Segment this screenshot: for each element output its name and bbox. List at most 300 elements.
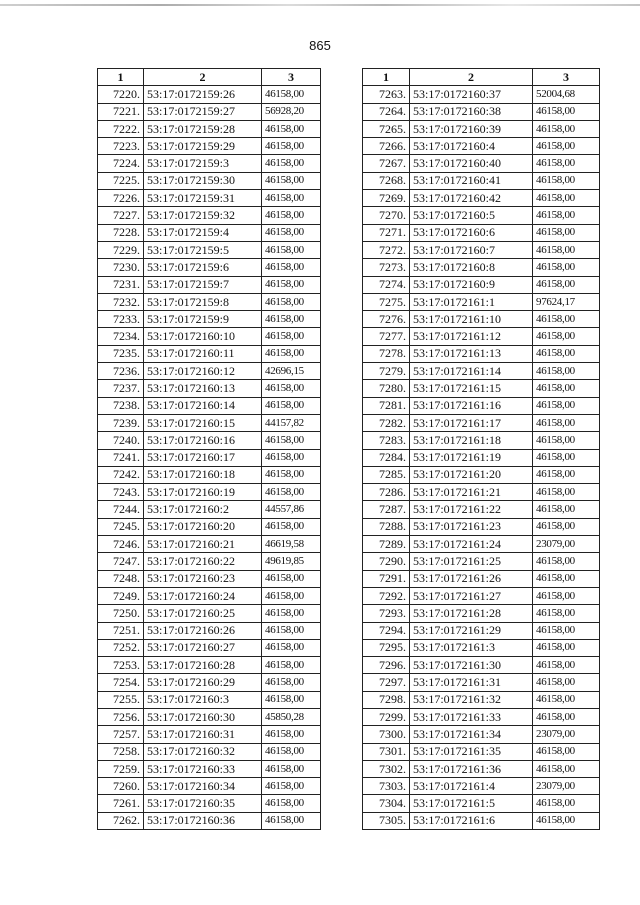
table-row bbox=[98, 432, 321, 449]
table-row bbox=[98, 518, 321, 535]
value-cell: 46158,00 bbox=[262, 760, 321, 777]
cadastral-number: 53:17:0172161:22 bbox=[410, 501, 533, 518]
cadastral-number: 53:17:0172160:17 bbox=[144, 449, 262, 466]
cadastral-number: 53:17:0172160:10 bbox=[144, 328, 262, 345]
column-header-number: 1 bbox=[363, 69, 410, 86]
table-row bbox=[363, 120, 600, 137]
cadastral-number: 53:17:0172160:37 bbox=[410, 86, 533, 103]
value-cell: 46158,00 bbox=[262, 639, 321, 656]
row-number: 7277. bbox=[363, 328, 410, 345]
table-row bbox=[363, 138, 600, 155]
table-row bbox=[98, 224, 321, 241]
row-number: 7271. bbox=[363, 224, 410, 241]
table-row bbox=[98, 795, 321, 812]
cadastral-number: 53:17:0172161:32 bbox=[410, 691, 533, 708]
table-row bbox=[363, 743, 600, 760]
row-number: 7243. bbox=[98, 484, 144, 501]
row-number: 7292. bbox=[363, 587, 410, 604]
scan-top-edge bbox=[0, 4, 640, 6]
cadastral-number: 53:17:0172161:19 bbox=[410, 449, 533, 466]
row-number: 7291. bbox=[363, 570, 410, 587]
row-number: 7304. bbox=[363, 795, 410, 812]
value-cell: 52004,68 bbox=[533, 86, 600, 103]
table-row bbox=[98, 103, 321, 120]
row-number: 7273. bbox=[363, 259, 410, 276]
value-cell: 46158,00 bbox=[262, 605, 321, 622]
cadastral-number: 53:17:0172161:21 bbox=[410, 484, 533, 501]
row-number: 7268. bbox=[363, 172, 410, 189]
left-table bbox=[97, 68, 321, 830]
cadastral-number: 53:17:0172160:2 bbox=[144, 501, 262, 518]
row-number: 7260. bbox=[98, 778, 144, 795]
row-number: 7221. bbox=[98, 103, 144, 120]
value-cell: 46158,00 bbox=[262, 466, 321, 483]
row-number: 7272. bbox=[363, 241, 410, 258]
table-row bbox=[363, 726, 600, 743]
cadastral-number: 53:17:0172160:41 bbox=[410, 172, 533, 189]
cadastral-number: 53:17:0172160:14 bbox=[144, 397, 262, 414]
cadastral-number: 53:17:0172161:14 bbox=[410, 363, 533, 380]
row-number: 7258. bbox=[98, 743, 144, 760]
row-number: 7257. bbox=[98, 726, 144, 743]
cadastral-number: 53:17:0172161:34 bbox=[410, 726, 533, 743]
page-number: 865 bbox=[309, 38, 331, 53]
table-row bbox=[363, 536, 600, 553]
row-number: 7246. bbox=[98, 536, 144, 553]
cadastral-number: 53:17:0172160:21 bbox=[144, 536, 262, 553]
table-row bbox=[98, 570, 321, 587]
value-cell: 46158,00 bbox=[533, 380, 600, 397]
row-number: 7229. bbox=[98, 241, 144, 258]
row-number: 7223. bbox=[98, 138, 144, 155]
table-row bbox=[363, 760, 600, 777]
table-row bbox=[363, 328, 600, 345]
table-row bbox=[363, 812, 600, 829]
row-number: 7287. bbox=[363, 501, 410, 518]
table-row bbox=[98, 363, 321, 380]
row-number: 7225. bbox=[98, 172, 144, 189]
cadastral-number: 53:17:0172160:24 bbox=[144, 587, 262, 604]
row-number: 7245. bbox=[98, 518, 144, 535]
row-number: 7232. bbox=[98, 293, 144, 310]
value-cell: 44157,82 bbox=[262, 414, 321, 431]
table-row bbox=[363, 207, 600, 224]
row-number: 7231. bbox=[98, 276, 144, 293]
cadastral-number: 53:17:0172159:5 bbox=[144, 241, 262, 258]
value-cell: 56928,20 bbox=[262, 103, 321, 120]
table-row bbox=[363, 311, 600, 328]
table-row bbox=[98, 587, 321, 604]
row-number: 7278. bbox=[363, 345, 410, 362]
value-cell: 46158,00 bbox=[533, 414, 600, 431]
value-cell: 46158,00 bbox=[533, 190, 600, 207]
cadastral-number: 53:17:0172161:15 bbox=[410, 380, 533, 397]
row-number: 7255. bbox=[98, 691, 144, 708]
cadastral-number: 53:17:0172160:4 bbox=[410, 138, 533, 155]
cadastral-number: 53:17:0172160:26 bbox=[144, 622, 262, 639]
value-cell: 46158,00 bbox=[262, 743, 321, 760]
row-number: 7244. bbox=[98, 501, 144, 518]
value-cell: 44557,86 bbox=[262, 501, 321, 518]
value-cell: 46158,00 bbox=[533, 120, 600, 137]
cadastral-number: 53:17:0172160:15 bbox=[144, 414, 262, 431]
table-row bbox=[363, 224, 600, 241]
value-cell: 46158,00 bbox=[262, 328, 321, 345]
value-cell: 46158,00 bbox=[533, 657, 600, 674]
value-cell: 46158,00 bbox=[533, 276, 600, 293]
value-cell: 45850,28 bbox=[262, 708, 321, 725]
cadastral-number: 53:17:0172160:12 bbox=[144, 363, 262, 380]
value-cell: 46158,00 bbox=[533, 155, 600, 172]
row-number: 7230. bbox=[98, 259, 144, 276]
cadastral-number: 53:17:0172160:13 bbox=[144, 380, 262, 397]
cadastral-number: 53:17:0172161:28 bbox=[410, 605, 533, 622]
table-row bbox=[363, 795, 600, 812]
table-row bbox=[363, 276, 600, 293]
cadastral-number: 53:17:0172159:7 bbox=[144, 276, 262, 293]
table-row bbox=[98, 674, 321, 691]
cadastral-number: 53:17:0172160:31 bbox=[144, 726, 262, 743]
table-row bbox=[363, 190, 600, 207]
cadastral-number: 53:17:0172160:35 bbox=[144, 795, 262, 812]
cadastral-number: 53:17:0172161:17 bbox=[410, 414, 533, 431]
table-row bbox=[98, 293, 321, 310]
cadastral-number: 53:17:0172160:3 bbox=[144, 691, 262, 708]
cadastral-number: 53:17:0172160:40 bbox=[410, 155, 533, 172]
value-cell: 46158,00 bbox=[533, 397, 600, 414]
cadastral-number: 53:17:0172161:13 bbox=[410, 345, 533, 362]
value-cell: 46158,00 bbox=[533, 484, 600, 501]
table-row bbox=[98, 190, 321, 207]
row-number: 7253. bbox=[98, 657, 144, 674]
table-row bbox=[98, 155, 321, 172]
row-number: 7286. bbox=[363, 484, 410, 501]
cadastral-number: 53:17:0172161:29 bbox=[410, 622, 533, 639]
cadastral-number: 53:17:0172161:3 bbox=[410, 639, 533, 656]
row-number: 7259. bbox=[98, 760, 144, 777]
value-cell: 46158,00 bbox=[262, 259, 321, 276]
table-row bbox=[98, 380, 321, 397]
table-row bbox=[363, 622, 600, 639]
row-number: 7267. bbox=[363, 155, 410, 172]
value-cell: 46158,00 bbox=[262, 674, 321, 691]
value-cell: 23079,00 bbox=[533, 726, 600, 743]
value-cell: 46158,00 bbox=[533, 172, 600, 189]
row-number: 7222. bbox=[98, 120, 144, 137]
cadastral-number: 53:17:0172160:6 bbox=[410, 224, 533, 241]
value-cell: 46158,00 bbox=[262, 432, 321, 449]
cadastral-number: 53:17:0172159:3 bbox=[144, 155, 262, 172]
row-number: 7263. bbox=[363, 86, 410, 103]
value-cell: 46158,00 bbox=[533, 743, 600, 760]
row-number: 7295. bbox=[363, 639, 410, 656]
row-number: 7240. bbox=[98, 432, 144, 449]
cadastral-number: 53:17:0172161:27 bbox=[410, 587, 533, 604]
cadastral-number: 53:17:0172161:23 bbox=[410, 518, 533, 535]
right-table-body bbox=[363, 86, 600, 830]
row-number: 7279. bbox=[363, 363, 410, 380]
table-row bbox=[98, 812, 321, 829]
cadastral-number: 53:17:0172161:26 bbox=[410, 570, 533, 587]
row-number: 7299. bbox=[363, 708, 410, 725]
cadastral-number: 53:17:0172160:33 bbox=[144, 760, 262, 777]
row-number: 7301. bbox=[363, 743, 410, 760]
cadastral-number: 53:17:0172160:30 bbox=[144, 708, 262, 725]
row-number: 7256. bbox=[98, 708, 144, 725]
column-header-cadastral: 2 bbox=[410, 69, 533, 86]
cadastral-number: 53:17:0172160:19 bbox=[144, 484, 262, 501]
row-number: 7247. bbox=[98, 553, 144, 570]
table-row bbox=[98, 276, 321, 293]
cadastral-number: 53:17:0172159:28 bbox=[144, 120, 262, 137]
table-row bbox=[363, 432, 600, 449]
table-row bbox=[363, 674, 600, 691]
table-row bbox=[98, 501, 321, 518]
table-row bbox=[98, 466, 321, 483]
table-row bbox=[363, 501, 600, 518]
value-cell: 46158,00 bbox=[533, 795, 600, 812]
cadastral-number: 53:17:0172161:35 bbox=[410, 743, 533, 760]
cadastral-number: 53:17:0172160:29 bbox=[144, 674, 262, 691]
row-number: 7296. bbox=[363, 657, 410, 674]
value-cell: 46158,00 bbox=[262, 293, 321, 310]
table-row bbox=[363, 259, 600, 276]
row-number: 7289. bbox=[363, 536, 410, 553]
cadastral-number: 53:17:0172159:8 bbox=[144, 293, 262, 310]
value-cell: 46158,00 bbox=[262, 224, 321, 241]
cadastral-number: 53:17:0172159:9 bbox=[144, 311, 262, 328]
table-row bbox=[98, 657, 321, 674]
table-row bbox=[98, 86, 321, 103]
table-row bbox=[363, 553, 600, 570]
row-number: 7281. bbox=[363, 397, 410, 414]
table-row bbox=[98, 536, 321, 553]
value-cell: 46619,58 bbox=[262, 536, 321, 553]
right-table bbox=[362, 68, 600, 830]
table-row bbox=[98, 311, 321, 328]
cadastral-number: 53:17:0172160:23 bbox=[144, 570, 262, 587]
value-cell: 23079,00 bbox=[533, 778, 600, 795]
value-cell: 46158,00 bbox=[533, 570, 600, 587]
cadastral-number: 53:17:0172160:16 bbox=[144, 432, 262, 449]
value-cell: 46158,00 bbox=[533, 587, 600, 604]
row-number: 7234. bbox=[98, 328, 144, 345]
cadastral-number: 53:17:0172159:29 bbox=[144, 138, 262, 155]
cadastral-number: 53:17:0172161:5 bbox=[410, 795, 533, 812]
table-row bbox=[98, 414, 321, 431]
row-number: 7233. bbox=[98, 311, 144, 328]
row-number: 7293. bbox=[363, 605, 410, 622]
value-cell: 46158,00 bbox=[533, 311, 600, 328]
value-cell: 46158,00 bbox=[533, 691, 600, 708]
row-number: 7269. bbox=[363, 190, 410, 207]
table-row bbox=[363, 363, 600, 380]
cadastral-number: 53:17:0172160:42 bbox=[410, 190, 533, 207]
table-row bbox=[363, 345, 600, 362]
cadastral-number: 53:17:0172161:20 bbox=[410, 466, 533, 483]
table-row bbox=[98, 120, 321, 137]
table-row bbox=[363, 518, 600, 535]
value-cell: 46158,00 bbox=[533, 363, 600, 380]
table-row bbox=[363, 466, 600, 483]
cadastral-number: 53:17:0172161:4 bbox=[410, 778, 533, 795]
value-cell: 46158,00 bbox=[533, 674, 600, 691]
row-number: 7294. bbox=[363, 622, 410, 639]
value-cell: 46158,00 bbox=[533, 501, 600, 518]
value-cell: 46158,00 bbox=[262, 726, 321, 743]
row-number: 7266. bbox=[363, 138, 410, 155]
cadastral-number: 53:17:0172159:26 bbox=[144, 86, 262, 103]
row-number: 7282. bbox=[363, 414, 410, 431]
cadastral-number: 53:17:0172160:36 bbox=[144, 812, 262, 829]
value-cell: 46158,00 bbox=[262, 691, 321, 708]
value-cell: 46158,00 bbox=[533, 760, 600, 777]
row-number: 7274. bbox=[363, 276, 410, 293]
table-row bbox=[98, 397, 321, 414]
value-cell: 46158,00 bbox=[262, 190, 321, 207]
row-number: 7254. bbox=[98, 674, 144, 691]
cadastral-number: 53:17:0172161:30 bbox=[410, 657, 533, 674]
value-cell: 46158,00 bbox=[533, 138, 600, 155]
table-header-row bbox=[363, 69, 600, 86]
cadastral-number: 53:17:0172160:9 bbox=[410, 276, 533, 293]
row-number: 7242. bbox=[98, 466, 144, 483]
cadastral-number: 53:17:0172160:38 bbox=[410, 103, 533, 120]
table-row bbox=[98, 726, 321, 743]
table-row bbox=[363, 570, 600, 587]
value-cell: 49619,85 bbox=[262, 553, 321, 570]
row-number: 7228. bbox=[98, 224, 144, 241]
value-cell: 46158,00 bbox=[533, 207, 600, 224]
row-number: 7275. bbox=[363, 293, 410, 310]
row-number: 7249. bbox=[98, 587, 144, 604]
table-row bbox=[98, 207, 321, 224]
cadastral-number: 53:17:0172160:18 bbox=[144, 466, 262, 483]
value-cell: 46158,00 bbox=[262, 397, 321, 414]
cadastral-number: 53:17:0172159:6 bbox=[144, 259, 262, 276]
table-row bbox=[98, 328, 321, 345]
table-row bbox=[98, 241, 321, 258]
cadastral-number: 53:17:0172160:7 bbox=[410, 241, 533, 258]
value-cell: 46158,00 bbox=[533, 432, 600, 449]
value-cell: 46158,00 bbox=[533, 345, 600, 362]
row-number: 7236. bbox=[98, 363, 144, 380]
value-cell: 46158,00 bbox=[533, 605, 600, 622]
row-number: 7262. bbox=[98, 812, 144, 829]
cadastral-number: 53:17:0172161:24 bbox=[410, 536, 533, 553]
row-number: 7251. bbox=[98, 622, 144, 639]
cadastral-number: 53:17:0172161:1 bbox=[410, 293, 533, 310]
table-row bbox=[98, 172, 321, 189]
cadastral-number: 53:17:0172160:20 bbox=[144, 518, 262, 535]
cadastral-number: 53:17:0172160:39 bbox=[410, 120, 533, 137]
cadastral-number: 53:17:0172161:18 bbox=[410, 432, 533, 449]
value-cell: 46158,00 bbox=[533, 622, 600, 639]
table-row bbox=[98, 691, 321, 708]
value-cell: 46158,00 bbox=[262, 518, 321, 535]
table-row bbox=[98, 259, 321, 276]
value-cell: 46158,00 bbox=[262, 449, 321, 466]
table-row bbox=[363, 414, 600, 431]
value-cell: 46158,00 bbox=[533, 708, 600, 725]
table-row bbox=[98, 778, 321, 795]
row-number: 7235. bbox=[98, 345, 144, 362]
cadastral-number: 53:17:0172160:27 bbox=[144, 639, 262, 656]
cadastral-number: 53:17:0172159:4 bbox=[144, 224, 262, 241]
table-row bbox=[363, 691, 600, 708]
cadastral-number: 53:17:0172161:6 bbox=[410, 812, 533, 829]
cadastral-number: 53:17:0172160:25 bbox=[144, 605, 262, 622]
cadastral-number: 53:17:0172161:16 bbox=[410, 397, 533, 414]
row-number: 7241. bbox=[98, 449, 144, 466]
table-row bbox=[98, 553, 321, 570]
value-cell: 23079,00 bbox=[533, 536, 600, 553]
row-number: 7290. bbox=[363, 553, 410, 570]
table-row bbox=[98, 345, 321, 362]
value-cell: 46158,00 bbox=[262, 484, 321, 501]
table-row bbox=[363, 397, 600, 414]
table-row bbox=[98, 760, 321, 777]
value-cell: 46158,00 bbox=[262, 622, 321, 639]
value-cell: 97624,17 bbox=[533, 293, 600, 310]
row-number: 7252. bbox=[98, 639, 144, 656]
table-row bbox=[363, 639, 600, 656]
value-cell: 46158,00 bbox=[262, 657, 321, 674]
cadastral-number: 53:17:0172161:31 bbox=[410, 674, 533, 691]
column-header-number: 1 bbox=[98, 69, 144, 86]
cadastral-number: 53:17:0172161:25 bbox=[410, 553, 533, 570]
cadastral-number: 53:17:0172160:28 bbox=[144, 657, 262, 674]
row-number: 7305. bbox=[363, 812, 410, 829]
table-row bbox=[98, 743, 321, 760]
value-cell: 46158,00 bbox=[262, 138, 321, 155]
value-cell: 42696,15 bbox=[262, 363, 321, 380]
value-cell: 46158,00 bbox=[262, 587, 321, 604]
value-cell: 46158,00 bbox=[262, 241, 321, 258]
table-row bbox=[363, 605, 600, 622]
value-cell: 46158,00 bbox=[533, 518, 600, 535]
row-number: 7297. bbox=[363, 674, 410, 691]
row-number: 7265. bbox=[363, 120, 410, 137]
table-row bbox=[98, 138, 321, 155]
table-row bbox=[363, 103, 600, 120]
row-number: 7270. bbox=[363, 207, 410, 224]
row-number: 7224. bbox=[98, 155, 144, 172]
value-cell: 46158,00 bbox=[533, 639, 600, 656]
column-header-value: 3 bbox=[262, 69, 321, 86]
table-row bbox=[363, 293, 600, 310]
cadastral-number: 53:17:0172160:11 bbox=[144, 345, 262, 362]
table-row bbox=[363, 86, 600, 103]
value-cell: 46158,00 bbox=[262, 570, 321, 587]
row-number: 7298. bbox=[363, 691, 410, 708]
left-table-body bbox=[98, 86, 321, 830]
table-row bbox=[98, 622, 321, 639]
value-cell: 46158,00 bbox=[262, 207, 321, 224]
value-cell: 46158,00 bbox=[533, 466, 600, 483]
row-number: 7250. bbox=[98, 605, 144, 622]
cadastral-number: 53:17:0172159:32 bbox=[144, 207, 262, 224]
value-cell: 46158,00 bbox=[262, 155, 321, 172]
row-number: 7302. bbox=[363, 760, 410, 777]
cadastral-number: 53:17:0172160:34 bbox=[144, 778, 262, 795]
table-row bbox=[363, 380, 600, 397]
value-cell: 46158,00 bbox=[262, 311, 321, 328]
table-row bbox=[363, 155, 600, 172]
table-row bbox=[363, 484, 600, 501]
row-number: 7261. bbox=[98, 795, 144, 812]
row-number: 7237. bbox=[98, 380, 144, 397]
